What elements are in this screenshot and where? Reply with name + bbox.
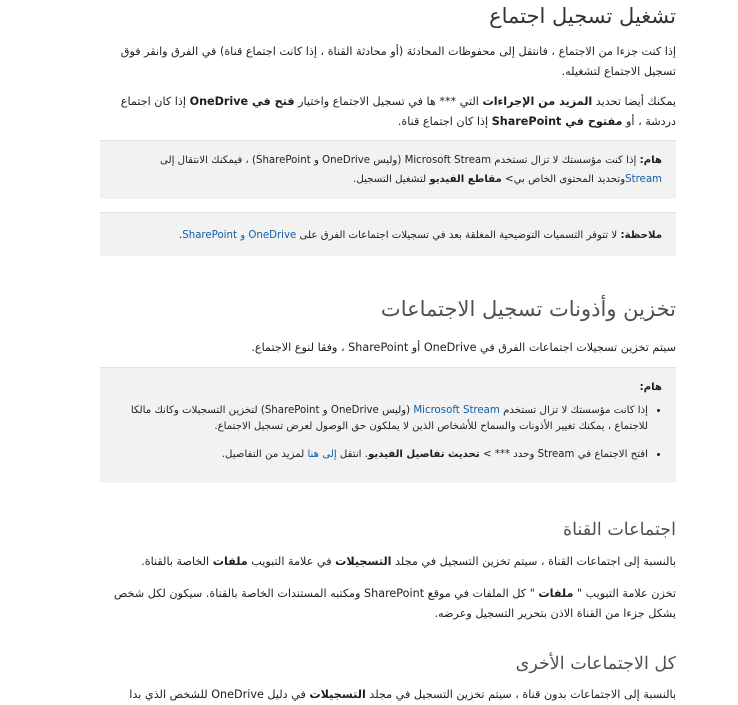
paragraph-channel-storage: [102, 552, 676, 572]
important-list: [110, 403, 662, 463]
microsoft-stream-link[interactable]: Microsoft Stream: [413, 405, 500, 416]
text: افتح الاجتماع في Stream وحدد *** >: [479, 449, 648, 460]
text: (وليس OneDrive و SharePoint) لتخزين التسجيلات وكانك مالكا للاجتماع ، يمكنك تغيير الأذونات والسماح للأشخاص الذين لا يملكون حق الوصول لعرض تسجيل الاجتماع.: [130, 405, 648, 432]
text: لمزيد من التفاصيل.: [221, 449, 308, 460]
text: إذا كانت مؤسستك لا تزال تستخدم: [499, 405, 648, 416]
text: يمكنك أيضا تحديد: [592, 95, 676, 108]
paragraph-storage: سيتم تخزين تسجيلات اجتماعات الفرق في OneDrive أو SharePoint ، وفقا لنوع الاجتماع.: [251, 341, 676, 354]
recordings-bold: التسجيلات: [335, 555, 392, 568]
section-title-other-meetings: كل الاجتماعات الأخرى: [515, 654, 676, 674]
note-text: [110, 226, 662, 245]
text: في دليل OneDrive للشخص الذي بدا: [129, 688, 310, 701]
important-callout-stream: [100, 140, 676, 199]
recordings-bold: التسجيلات: [309, 688, 366, 701]
paragraph-more-actions: [102, 92, 676, 132]
section-title-channel-meetings: اجتماعات القناة: [562, 520, 676, 540]
paragraph-other-storage: [102, 685, 676, 705]
section-title-play-recording: تشغيل تسجيل اجتماع: [489, 4, 676, 28]
text: بالنسبة إلى الاجتماعات بدون قناة ، سيتم تخزين التسجيل في مجلد: [365, 688, 676, 701]
important-label: هام:: [639, 382, 662, 393]
files-bold: ملفات: [538, 587, 574, 600]
text: إذا كان اجتماع قناة.: [397, 115, 492, 128]
more-actions-bold: المزيد من الإجراءات: [482, 95, 593, 108]
text: إذا كنت مؤسستك لا تزال تستخدم Microsoft Stream (وليس OneDrive و SharePoint) ، فيمكنك الانتقال إلى: [160, 155, 640, 166]
text: وتحديد المحتوى الخاص بي>: [501, 174, 626, 185]
videos-bold: مقاطع الفيديو: [429, 174, 502, 185]
important-label-row: [110, 378, 662, 397]
go-here-link[interactable]: إلى هنا: [307, 449, 337, 460]
text: لتشغيل التسجيل.: [353, 174, 430, 185]
text: التي *** ها في تسجيل الاجتماع واختيار: [294, 95, 483, 108]
text: لا تتوفر التسميات التوضيحية المغلقة بعد في تسجيلات اجتماعات الفرق على: [296, 230, 621, 241]
list-item: [110, 403, 648, 435]
onedrive-sharepoint-link[interactable]: OneDrive و SharePoint: [182, 230, 297, 241]
list-item: [110, 447, 648, 463]
stream-link[interactable]: Stream: [625, 174, 662, 185]
paragraph-files-tab: [102, 584, 676, 624]
text: بالنسبة إلى اجتماعات القناة ، سيتم تخزين التسجيل في مجلد: [391, 555, 676, 568]
section-title-storage: تخزين وأذونات تسجيل الاجتماعات: [380, 297, 676, 321]
files-bold: ملفات: [212, 555, 248, 568]
open-in-onedrive-bold: فتح في OneDrive: [189, 95, 295, 108]
text: " كل الملفات في موقع SharePoint ومكتبه المستندات الخاصة بالقناة. سيكون لكل شخص يشكل جزءا من القناة الاذن بتحرير التسجيل وعرضه.: [113, 587, 676, 620]
text: في علامة التبويب: [247, 555, 336, 568]
paragraph-play-recording: إذا كنت جزءا من الاجتماع ، فانتقل إلى محفوظات المحادثة (أو محادثة القناة ، إذا كانت اجتماع قناة) في الفرق وانقر فوق تسجيل الاجتماع لتشغيله.: [120, 45, 676, 78]
text: تخزن علامة التبويب ": [573, 587, 676, 600]
text: إذا كان اجتماع دردشة ، أو: [120, 95, 676, 128]
update-video-details-bold: تحديث تفاصيل الفيديو: [367, 449, 480, 460]
text: .: [179, 230, 183, 241]
note-label: ملاحظة:: [620, 230, 662, 241]
important-callout-permissions: [100, 367, 676, 483]
important-text: [110, 151, 662, 189]
important-label: هام:: [639, 155, 662, 166]
note-callout-captions: [100, 212, 676, 256]
text: الخاصة بالقناة.: [141, 555, 213, 568]
text: . انتقل: [336, 449, 368, 460]
open-in-sharepoint-bold: مفتوح في SharePoint: [491, 115, 623, 128]
